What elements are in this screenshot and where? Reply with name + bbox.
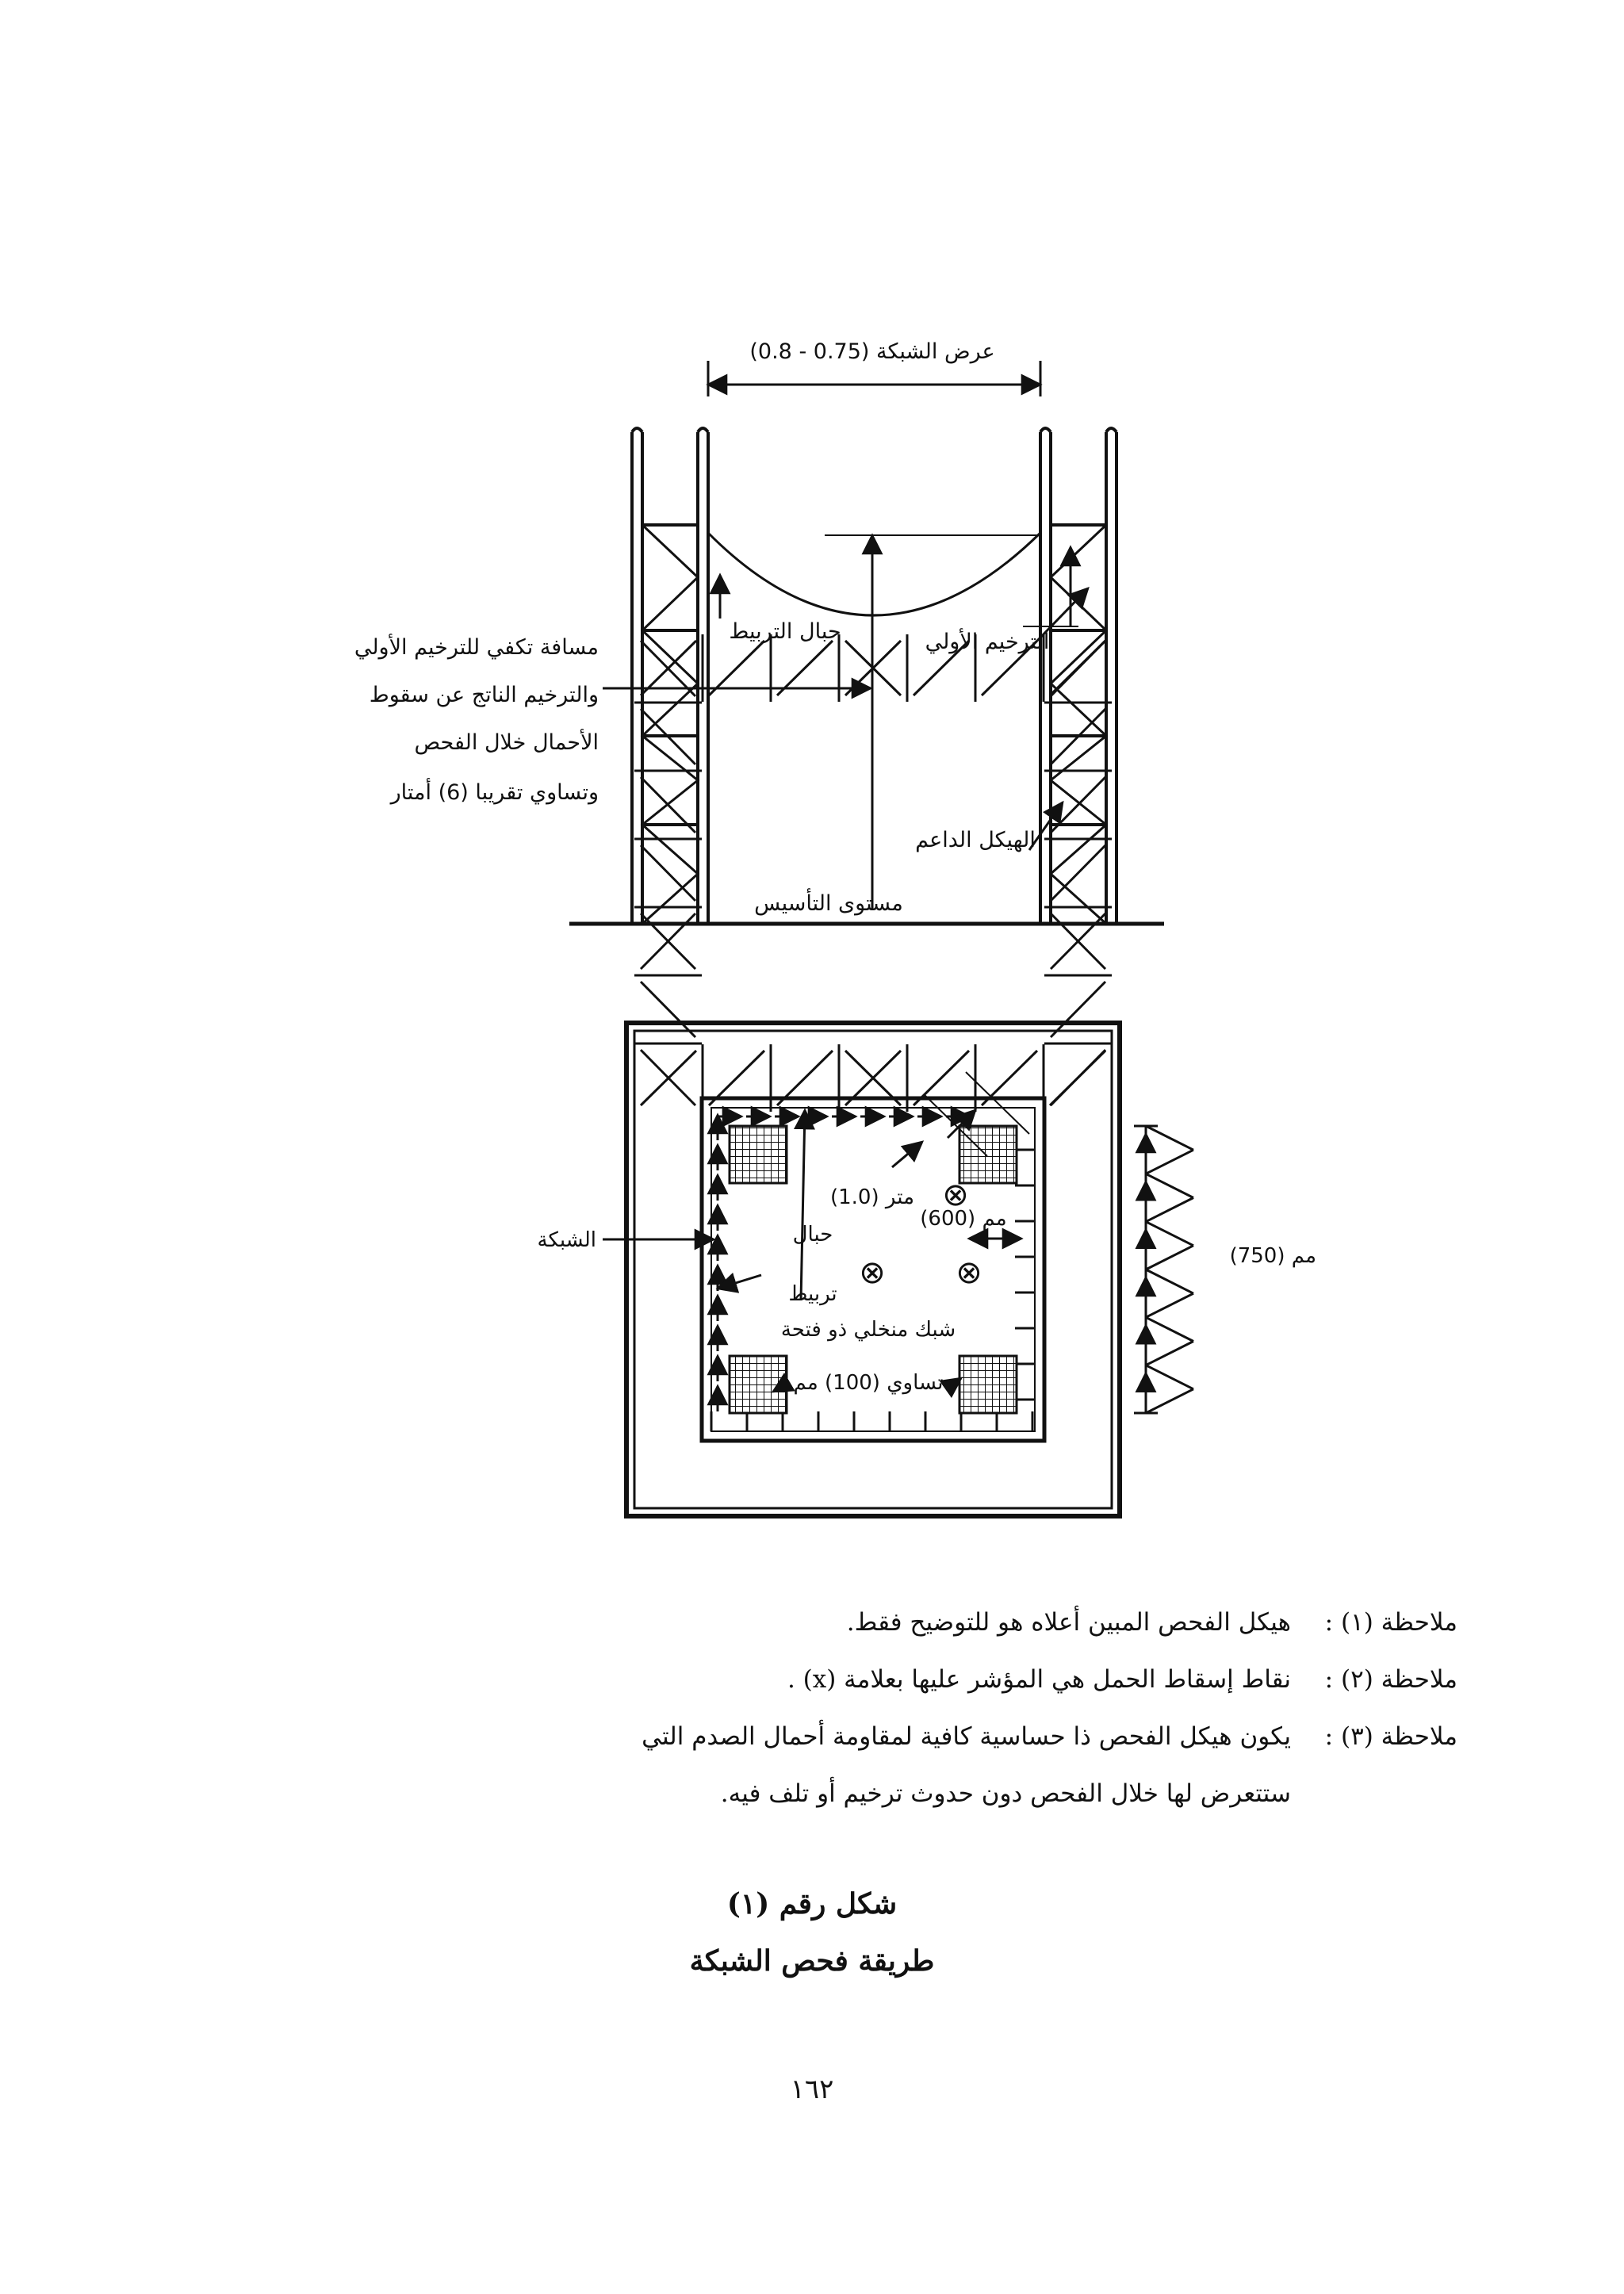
frame-brace xyxy=(1051,982,1105,1037)
ropes-label: حبال xyxy=(792,1223,833,1247)
spacing-750-zigzag xyxy=(1146,1317,1193,1341)
spacing-750-zigzag xyxy=(1146,1389,1193,1413)
spacing-750-zigzag xyxy=(1146,1365,1193,1389)
page-number: ١٦٢ xyxy=(790,2074,834,2105)
frame-brace xyxy=(1051,1050,1105,1105)
load-point-3: ⊗ xyxy=(956,1254,982,1291)
frame-brace xyxy=(641,845,695,901)
sagging-net-curve xyxy=(708,533,1040,615)
spacing-750-zigzag xyxy=(1146,1270,1193,1293)
note-2 xyxy=(427,1651,1457,1708)
clearance-label-line-2: والترخيم الناتج عن سقوط xyxy=(369,683,599,707)
note-1 xyxy=(427,1594,1457,1651)
tie-ropes-label: حبال التربيط xyxy=(729,619,841,644)
spacing-750-zigzag xyxy=(1146,1342,1193,1365)
spacing-750-zigzag xyxy=(1146,1126,1193,1150)
mesh-size-label: تساوي (100) مم xyxy=(793,1371,944,1395)
dist-600-label: (600) مم xyxy=(920,1207,1007,1231)
spacing-750-zigzag xyxy=(1146,1246,1193,1270)
note-1-label: ملاحظة (١) : xyxy=(1324,1608,1457,1637)
frame-brace xyxy=(641,982,695,1037)
frame-brace xyxy=(1050,641,1105,695)
dist-1m-label: (1.0) متر xyxy=(829,1185,915,1209)
spacing-750-zigzag xyxy=(1146,1150,1193,1174)
right-support-tower xyxy=(1040,428,1116,924)
tie-label: تربيط xyxy=(788,1282,837,1306)
spacing-750-zigzag xyxy=(1146,1293,1193,1317)
note-2-label: ملاحظة (٢) : xyxy=(1324,1665,1457,1694)
note-3-text: يكون هيكل الفحص ذا حساسية كافية لمقاومة أحمال الصدم التي xyxy=(642,1722,1291,1751)
mesh-opening-label: شبك منخلي ذو فتحة xyxy=(780,1318,956,1342)
spacing-750-zigzag xyxy=(1146,1222,1193,1246)
clearance-label-line-3: الأحمال خلال الفحص xyxy=(414,730,599,755)
spacing-750-dimension xyxy=(1134,1126,1193,1413)
net-label: الشبكة xyxy=(537,1228,596,1252)
note-3-label: ملاحظة (٣) : xyxy=(1324,1722,1457,1751)
notes-section xyxy=(427,1594,1457,1822)
spacing-750-zigzag xyxy=(1146,1198,1193,1222)
note-3-continuation xyxy=(427,1765,1457,1822)
net-width-label: (0.8 - 0.75) عرض الشبكة xyxy=(749,339,995,364)
clearance-label-line-4: وتساوي تقريبا (6) أمتار xyxy=(390,780,599,805)
note-3-continuation-text: ستتعرض لها خلال الفحص دون حدوث ترخيم أو تلف فيه. xyxy=(720,1779,1291,1808)
note-1-text: هيكل الفحص المبين أعلاه هو للتوضيح فقط. xyxy=(846,1608,1291,1637)
load-point-2: ⊗ xyxy=(859,1254,886,1291)
clearance-label-line-1: مسافة تكفي للترخيم الأولي xyxy=(354,635,599,660)
frame-brace xyxy=(1051,845,1105,901)
foundation-level-label: مستوى التأسيس xyxy=(754,891,903,916)
note-2-text: نقاط إسقاط الحمل هي المؤشر عليها بعلامة (x) . xyxy=(787,1665,1291,1694)
initial-sag-label: الترخيم الأولي xyxy=(925,630,1050,654)
note-3 xyxy=(427,1708,1457,1765)
load-point-1: ⊗ xyxy=(942,1177,969,1213)
spacing-750-zigzag xyxy=(1146,1174,1193,1197)
figure-caption: طريقة فحص الشبكة xyxy=(689,1944,935,1978)
support-frame-label: الهيكل الداعم xyxy=(915,828,1036,852)
figure-number: شكل رقم (١) xyxy=(726,1887,898,1921)
spacing-750-label: (750) مم xyxy=(1229,1244,1316,1268)
